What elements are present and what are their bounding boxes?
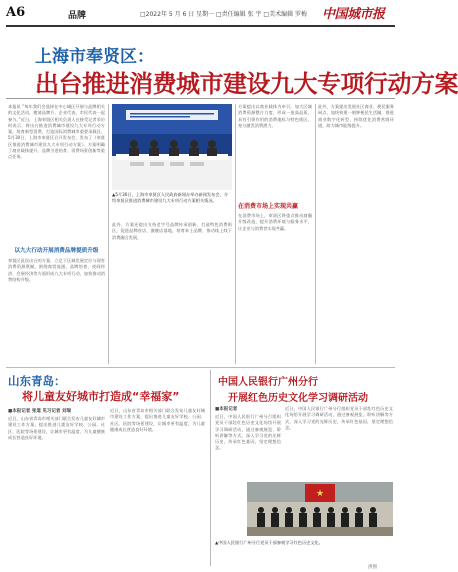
svg-text:★: ★ <box>315 489 325 499</box>
section-rule <box>6 367 395 368</box>
page-number: A6 <box>6 5 26 20</box>
photo-credit: 供图 <box>368 565 377 570</box>
press-conference-photo <box>112 104 232 190</box>
lead-col3-text: 方案提出以商业载体为牵引，加大区域消费资源整合力度，形成一批高品质、具有引领作用的消费地标与特色街区，充分激发消费潜力。 <box>238 104 312 128</box>
story3-col1-text: 近日，中国人民银行广州分行组织党员干部赴红色历史文化场馆开展学习调研活动，通过参观展览、聆听讲解等方式，深入学习党的光辉历史，传承红色基因，坚定理想信念。 <box>215 414 281 451</box>
section-name: 品牌 <box>68 11 87 21</box>
story3-photo <box>247 482 393 536</box>
story3-byline: ■本报记者 <box>215 407 238 412</box>
group-photo <box>247 482 393 536</box>
story2-kicker: 山东青岛： <box>8 374 66 388</box>
lead-kicker: 上海市奉贤区： <box>35 47 154 67</box>
lead-col2-text: 此外，方案还提出支持老字号品牌传承创新，打造特色消费街区，促进品牌首店、旗舰店落地，培育本土品牌，推动线上线下消费融合发展。 <box>112 222 232 240</box>
story2-col1-text: 近日，山东省青岛市相关部门联合发布儿童友好城市建设工作方案，提出推进儿童友好学校、公园、社区、医院等场景建设，让城市更有温度，为儿童健康成长营造良好环境。 <box>8 416 105 440</box>
story3-title-line2: 开展红色历史文化学习调研活动 <box>228 393 368 404</box>
story2-col2-text: 近日，山东省青岛市相关部门联合发布儿童友好城市建设工作方案，提出推进儿童友好学校、公园、社区、医院等场景建设，让城市更有温度，为儿童健康成长营造良好环境。 <box>110 408 205 432</box>
lead-col1-subhead: 以九大行动开展消费品牌提质升级 <box>14 248 99 254</box>
column-divider <box>235 104 236 364</box>
lead-col3-text2: 在消费市场上，奉贤区将重点推动商圈升级改造，提升消费环境与服务水平，让企业与消费者实现共赢。 <box>238 213 312 231</box>
story3-photo-caption: ▲中国人民银行广州分行党员干部参观学习红色历史文化。 <box>215 540 323 545</box>
story2-title: 将儿童友好城市打造成“幸福家” <box>22 390 180 403</box>
story3-col2-text: 近日，中国人民银行广州分行组织党员干部赴红色历史文化场馆开展学习调研活动，通过参观展览、聆听讲解等方式，深入学习党的光辉历史，传承红色基因，坚定理想信念。 <box>285 406 393 430</box>
column-divider <box>315 104 316 364</box>
headline-rule <box>6 98 395 99</box>
lead-col1-text2: 奉贤区此次出台的方案，立足于区域发展定位与现有消费资源禀赋，围绕商贸流通、品牌培育、夜间经济、会展经济等方面形成九大专项行动，加快推动消费结构升级。 <box>8 258 105 282</box>
lead-headline: 出台推进消费城市建设九大专项行动方案 <box>35 69 458 98</box>
newspaper-masthead: 中国城市报 <box>322 7 385 22</box>
lead-photo <box>112 104 232 190</box>
lead-col3-subhead: 在消费市场上实现共赢 <box>238 203 299 210</box>
header-rule <box>6 25 395 27</box>
column-divider <box>108 104 109 364</box>
story2-byline: ■本报记者 张道 见习记者 刘瑞 <box>8 409 71 414</box>
column-divider <box>210 370 211 566</box>
lead-col4-text: 此外，方案提出发展社区商业、便民服务网点，加快构建一刻钟便民生活圈，推进商业数字化转型，持续优化消费营商环境，助力城市能级提升。 <box>318 104 394 128</box>
story3-title-line1: 中国人民银行广州分行 <box>218 377 318 388</box>
issue-meta: □2022年 5 月 6 日 星期一 □责任编辑 张 宇 □美术编辑 罗梅 <box>140 11 307 18</box>
lead-col1-text: 本报讯 “每年我们会选择在中心城区开展与品牌相关的文化活动，邀请品牌方、企业代表、市民代表一起参与。”近日，上海奉贤区相关负责人在接受记者采访时表示，将出台推进消费城市建设九大专项行动方案，培育新型消费，打造国际消费城市重要承载区。5月30日，上海市奉贤区召开发布会，发布了《奉贤区推进消费城市建设九大专项行动方案》。方案明确了商业载体提升、品牌引进培育、消费场景创新等重点任务。 <box>8 104 105 160</box>
lead-photo-caption: ▲5月30日，上海市奉贤区人民政府新闻办举办新闻发布会，介绍奉贤区推进消费城市建设九大专项行动方案相关情况。 <box>112 192 228 203</box>
